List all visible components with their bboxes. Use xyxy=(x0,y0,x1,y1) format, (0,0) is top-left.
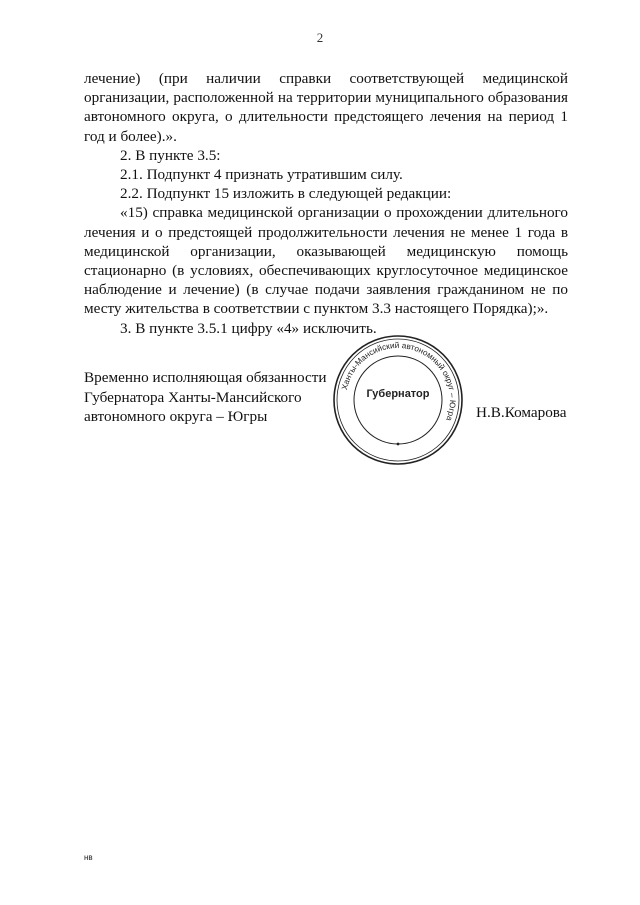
paragraph-item-15: «15) справка медицинской организации о прохождении длительного лечения и о предстоящей продолжительности лечения не менее 1 года в медицинской организации, оказывающей медицинскую помощь стационарно (в условиях, обеспечивающих круглосуточное медицинское наблюдение и лечение) (в случае подачи заявления гражданином не по месту жительства в соответствии с пунктом 3.3 настоящего Порядка);». xyxy=(84,204,568,318)
signatory-name: Н.В.Комарова xyxy=(476,404,567,421)
paragraph-item-2: 2. В пункте 3.5: xyxy=(120,146,221,164)
seal-ring-text: Ханты-Мансийский автономный округ – Югра xyxy=(340,340,458,423)
paragraph-continuation: лечение) (при наличии справки соответствующей медицинской организации, расположенной на территории муниципального образования автономного округа, о длительности предстоящего лечения на период 1 год и более).». xyxy=(84,70,568,145)
paragraph-item-3: 3. В пункте 3.5.1 цифру «4» исключить. xyxy=(120,319,377,337)
paragraph-item-2-2: 2.2. Подпункт 15 изложить в следующей редакции: xyxy=(120,185,452,203)
paragraph-item-2-1: 2.1. Подпункт 4 признать утратившим силу. xyxy=(120,166,403,184)
seal-center-text: Губернатор xyxy=(366,388,430,400)
official-seal-stamp xyxy=(331,333,465,467)
signatory-title xyxy=(84,368,344,427)
signatory-title-line: автономного округа – Югры xyxy=(84,408,268,425)
document-body xyxy=(84,69,568,338)
signatory-title-line: Губернатора Ханты-Мансийского xyxy=(84,388,302,406)
seal-dot xyxy=(397,443,400,446)
page-number: 2 xyxy=(316,30,324,45)
signatory-title-line: Временно исполняющая обязанности xyxy=(84,369,327,386)
footer-code: нв xyxy=(84,853,93,862)
